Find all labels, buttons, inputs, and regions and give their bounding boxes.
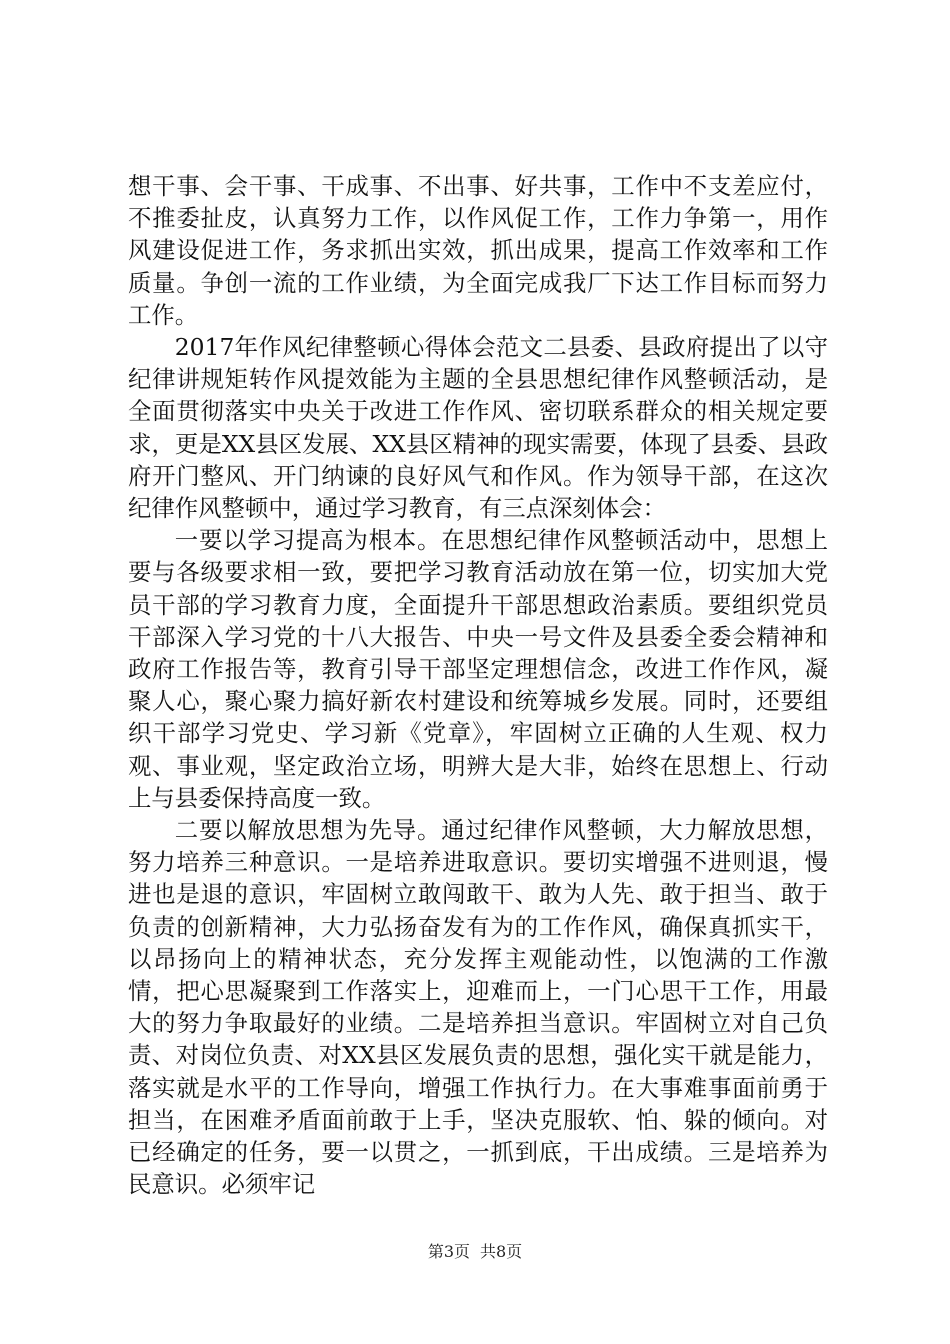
document-body (128, 170, 828, 1201)
paragraph-continuation: 想干事、会干事、干成事、不出事、好共事，工作中不支差应付，不推委扯皮，认真努力工作，以作风促工作，工作力争第一，用作风建设促进工作，务求抓出实效，抓出成果，提高工作效率和工作质量。争创一流的工作业绩，为全面完成我厂下达工作目标而努力工作。 (128, 172, 828, 329)
paragraph-point-two: 二要以解放思想为先导。通过纪律作风整顿，大力解放思想，努力培养三种意识。一是培养进取意识。要切实增强不进则退，慢进也是退的意识，牢固树立敢闯敢干、敢为人先、敢于担当、敢于负责的创新精神，大力弘扬奋发有为的工作作风，确保真抓实干，以昂扬向上的精神状态，充分发挥主观能动性，以饱满的工作激情，把心思凝聚到工作落实上，迎难而上，一门心思干工作，用最大的努力争取最好的业绩。二是培养担当意识。牢固树立对自己负责、对岗位负责、对XX县区发展负责的思想，强化实干就是能力，落实就是水平的工作导向，增强工作执行力。在大事难事面前勇于担当，在困难矛盾面前敢于上手，坚决克服软、怕、躲的倾向。对已经确定的任务，要一以贯之，一抓到底，干出成绩。三是培养为民意识。必须牢记 (128, 816, 828, 1199)
paragraph-intro: 2017年作风纪律整顿心得体会范文二县委、县政府提出了以守纪律讲规矩转作风提效能为主题的全县思想纪律作风整顿活动，是全面贯彻落实中央关于改进工作作风、密切联系群众的相关规定要求，更是XX县区发展、XX县区精神的现实需要，体现了县委、县政府开门整风、开门纳谏的良好风气和作风。作为领导干部，在这次纪律作风整顿中，通过学习教育，有三点深刻体会： (128, 333, 828, 523)
page-number: 第3页 (427, 1242, 470, 1261)
page-footer (0, 1241, 950, 1263)
page-total: 共8页 (480, 1242, 523, 1261)
paragraph-point-one: 一要以学习提高为根本。在思想纪律作风整顿活动中，思想上要与各级要求相一致，要把学习教育活动放在第一位，切实加大党员干部的学习教育力度，全面提升干部思想政治素质。要组织党员干部深入学习党的十八大报告、中央一号文件及县委全委会精神和政府工作报告等，教育引导干部坚定理想信念，改进工作作风，凝聚人心，聚心聚力搞好新农村建设和统筹城乡发展。同时，还要组织干部学习党史、学习新《党章》，牢固树立正确的人生观、权力观、事业观，坚定政治立场，明辨大是大非，始终在思想上、行动上与县委保持高度一致。 (128, 526, 828, 812)
